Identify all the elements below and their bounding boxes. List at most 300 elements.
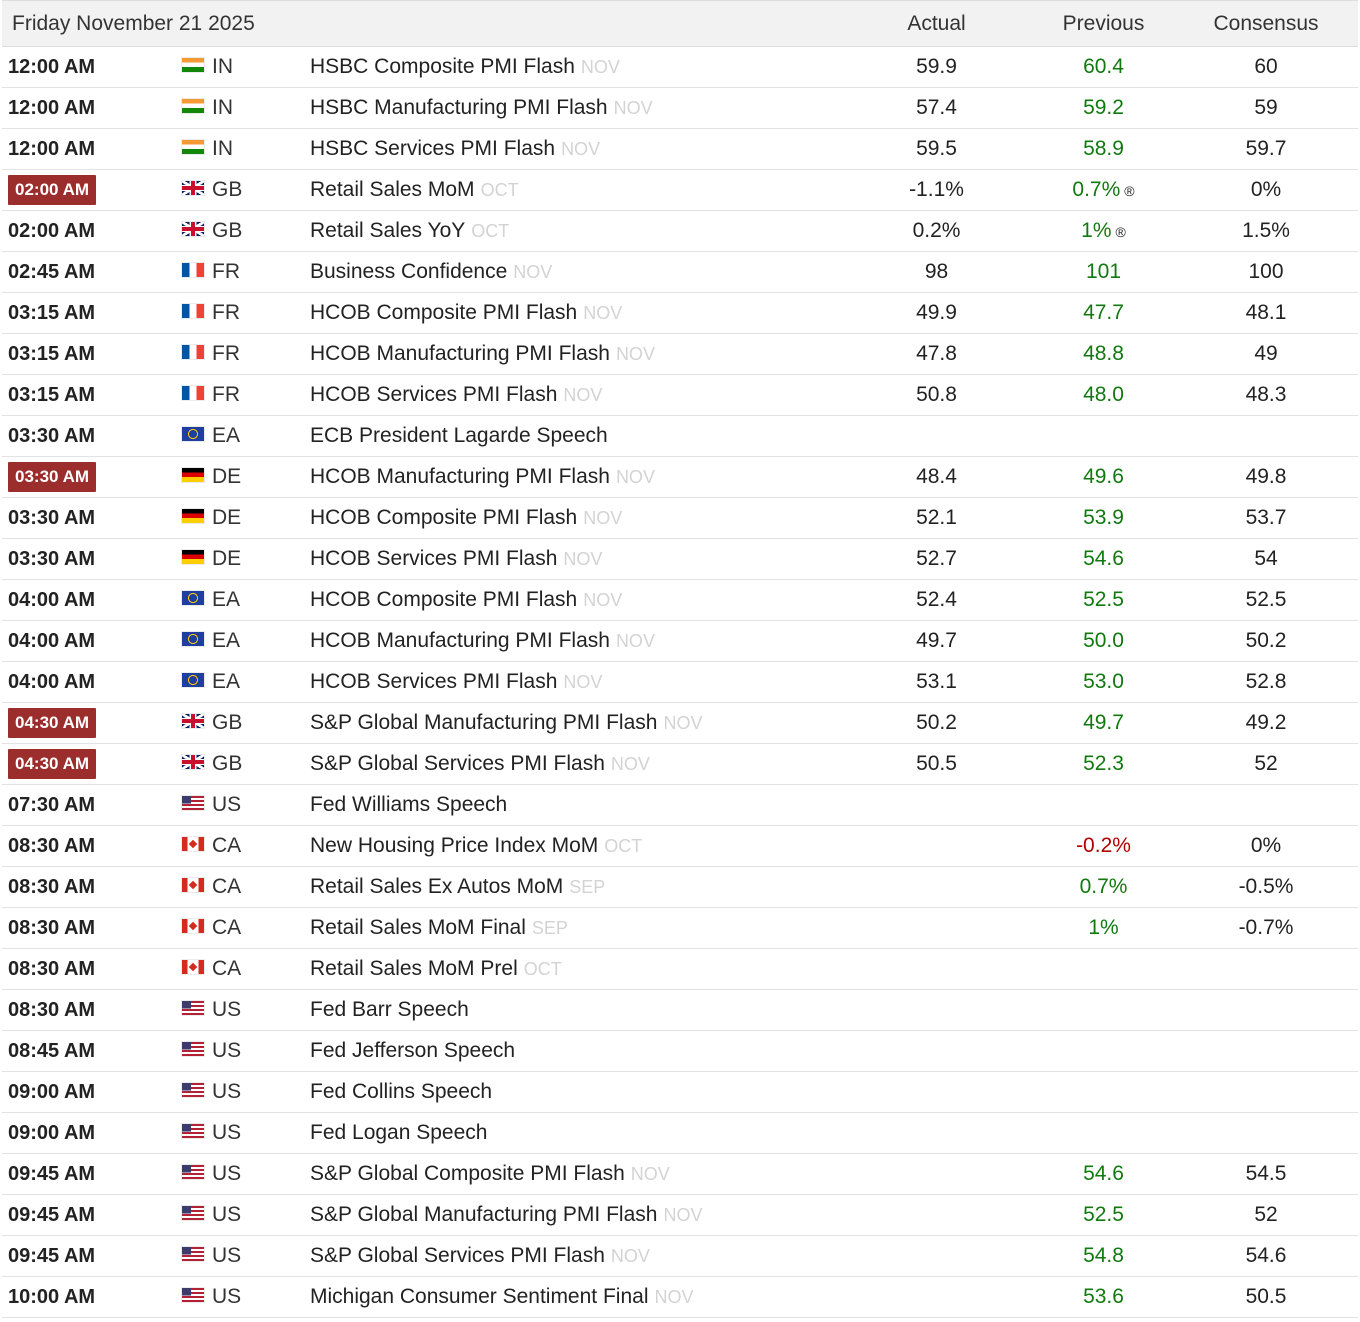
event-name-cell <box>310 703 840 744</box>
consensus-value: 50.2 <box>1245 629 1287 652</box>
event-country <box>182 826 310 867</box>
previous-value-text: 53.9 <box>1083 506 1124 529</box>
country-code: US <box>212 1080 242 1103</box>
previous-value-text: 0.7% <box>1079 875 1128 898</box>
event-country <box>182 539 310 580</box>
event-time <box>2 1236 182 1277</box>
event-country <box>182 88 310 129</box>
event-time-label: 03:15 AM <box>8 301 96 324</box>
event-time-label: 08:45 AM <box>8 1039 96 1062</box>
event-name-cell <box>310 1236 840 1277</box>
country-code: DE <box>212 465 242 488</box>
table-row[interactable] <box>2 252 1358 293</box>
in-flag-icon <box>182 140 204 154</box>
event-country <box>182 744 310 785</box>
event-name-cell <box>310 293 840 334</box>
table-row[interactable] <box>2 1113 1358 1154</box>
actual-value <box>840 1113 1033 1154</box>
event-time-label: 03:15 AM <box>8 342 96 365</box>
reference-period: NOV <box>663 713 703 733</box>
event-time <box>2 662 182 703</box>
event-country <box>182 785 310 826</box>
event-time <box>2 1277 182 1318</box>
event-time-label: 08:30 AM <box>8 916 96 939</box>
event-name-link[interactable]: HCOB Composite PMI Flash <box>310 506 578 529</box>
event-name-link[interactable]: Michigan Consumer Sentiment Final <box>310 1285 649 1308</box>
event-country <box>182 580 310 621</box>
event-name-link[interactable]: S&P Global Manufacturing PMI Flash <box>310 711 658 734</box>
ca-flag-icon <box>182 878 204 892</box>
event-name-link[interactable]: HSBC Composite PMI Flash <box>310 55 575 78</box>
previous-value <box>1033 498 1174 539</box>
event-time-label: 12:00 AM <box>8 55 96 78</box>
us-flag-icon <box>182 1001 204 1015</box>
event-name-link[interactable]: Retail Sales YoY <box>310 219 466 242</box>
event-time-label: 08:30 AM <box>8 957 96 980</box>
country-code: CA <box>212 916 242 939</box>
event-time <box>2 949 182 990</box>
event-country <box>182 1031 310 1072</box>
event-time <box>2 252 182 293</box>
reference-period: NOV <box>610 1246 650 1266</box>
gb-flag-icon <box>182 755 204 769</box>
country-code: GB <box>212 711 243 734</box>
event-time <box>2 416 182 457</box>
table-row[interactable] <box>2 621 1358 662</box>
previous-value-text: 47.7 <box>1083 301 1124 324</box>
table-row[interactable] <box>2 1236 1358 1277</box>
table-row[interactable] <box>2 498 1358 539</box>
event-time <box>2 621 182 662</box>
event-time <box>2 47 182 88</box>
event-time-label: 04:00 AM <box>8 588 96 611</box>
previous-value-text: 53.0 <box>1083 670 1124 693</box>
event-name-cell <box>310 949 840 990</box>
table-row[interactable] <box>2 375 1358 416</box>
event-time <box>2 867 182 908</box>
table-row[interactable] <box>2 908 1358 949</box>
country-code: US <box>212 793 242 816</box>
table-row[interactable] <box>2 539 1358 580</box>
consensus-value: 53.7 <box>1245 506 1287 529</box>
event-name-link[interactable]: HSBC Services PMI Flash <box>310 137 556 160</box>
event-time <box>2 293 182 334</box>
us-flag-icon <box>182 1124 204 1138</box>
consensus-value: 100 <box>1248 260 1284 283</box>
table-row[interactable] <box>2 703 1358 744</box>
table-row[interactable] <box>2 416 1358 457</box>
previous-value-text: 1% <box>1088 916 1119 939</box>
table-row[interactable] <box>2 129 1358 170</box>
consensus-value: 54.5 <box>1245 1162 1287 1185</box>
reference-period: NOV <box>563 549 603 569</box>
event-time <box>2 1195 182 1236</box>
table-row[interactable] <box>2 1031 1358 1072</box>
event-name-cell <box>310 1031 840 1072</box>
reference-period: NOV <box>583 303 623 323</box>
previous-value <box>1033 785 1174 826</box>
consensus-value: 52.5 <box>1245 588 1287 611</box>
gb-flag-icon <box>182 714 204 728</box>
event-country <box>182 211 310 252</box>
table-row[interactable] <box>2 1154 1358 1195</box>
event-country <box>182 334 310 375</box>
event-time <box>2 457 182 498</box>
in-flag-icon <box>182 58 204 72</box>
actual-value: 47.8 <box>916 342 957 365</box>
actual-value: 59.9 <box>916 55 957 78</box>
previous-value <box>1033 1236 1174 1277</box>
event-name-link[interactable]: S&P Global Services PMI Flash <box>310 1244 605 1267</box>
event-country <box>182 1113 310 1154</box>
event-name-link[interactable]: HCOB Services PMI Flash <box>310 547 558 570</box>
event-time-label: 03:30 AM <box>8 547 96 570</box>
actual-value: 50.8 <box>916 383 957 406</box>
event-country <box>182 129 310 170</box>
reference-period: NOV <box>580 57 620 77</box>
consensus-value: 59.7 <box>1245 137 1287 160</box>
event-time-label: 03:15 AM <box>8 383 96 406</box>
consensus-value <box>1174 785 1358 826</box>
event-name-link[interactable]: S&P Global Composite PMI Flash <box>310 1162 625 1185</box>
consensus-value: 49.2 <box>1245 711 1287 734</box>
country-code: US <box>212 1121 242 1144</box>
previous-value <box>1033 949 1174 990</box>
country-code: US <box>212 1162 242 1185</box>
table-row[interactable] <box>2 293 1358 334</box>
event-name-link[interactable]: S&P Global Services PMI Flash <box>310 752 605 775</box>
previous-value-text: 54.6 <box>1083 547 1124 570</box>
event-time-label: 10:00 AM <box>8 1285 96 1308</box>
actual-value: 48.4 <box>916 465 957 488</box>
event-time <box>2 170 182 211</box>
event-time <box>2 334 182 375</box>
country-code: EA <box>212 424 241 447</box>
event-time-label: 08:30 AM <box>8 834 96 857</box>
country-code: EA <box>212 629 241 652</box>
reference-period: NOV <box>563 385 603 405</box>
previous-value <box>1033 621 1174 662</box>
table-row[interactable] <box>2 580 1358 621</box>
table-row[interactable] <box>2 1277 1358 1318</box>
event-time-label: 04:00 AM <box>8 670 96 693</box>
previous-value <box>1033 416 1174 457</box>
previous-value <box>1033 1195 1174 1236</box>
event-name-cell <box>310 211 840 252</box>
event-name-cell <box>310 88 840 129</box>
previous-value <box>1033 252 1174 293</box>
event-time <box>2 908 182 949</box>
event-name-cell <box>310 744 840 785</box>
previous-value <box>1033 539 1174 580</box>
reference-period: NOV <box>630 1164 670 1184</box>
actual-value <box>840 1195 1033 1236</box>
event-time <box>2 1154 182 1195</box>
in-flag-icon <box>182 99 204 113</box>
event-time-label: 03:30 AM <box>8 462 96 492</box>
table-row[interactable] <box>2 949 1358 990</box>
actual-value: 52.7 <box>916 547 957 570</box>
consensus-value: 48.3 <box>1245 383 1287 406</box>
actual-value: 49.7 <box>916 629 957 652</box>
calendar-date-heading: Friday November 21 2025 <box>2 1 840 47</box>
table-row[interactable] <box>2 457 1358 498</box>
event-time <box>2 785 182 826</box>
table-row[interactable] <box>2 211 1358 252</box>
event-name-cell <box>310 375 840 416</box>
actual-value <box>840 867 1033 908</box>
consensus-value: 49.8 <box>1245 465 1287 488</box>
country-code: CA <box>212 875 242 898</box>
reference-period: OCT <box>604 836 643 856</box>
de-flag-icon <box>182 550 204 564</box>
consensus-column-header[interactable]: Consensus <box>1174 1 1358 47</box>
previous-column-header[interactable]: Previous <box>1033 1 1174 47</box>
event-name-link[interactable]: Fed Barr Speech <box>310 998 469 1021</box>
event-time-label: 02:00 AM <box>8 175 96 205</box>
event-name-link[interactable]: Fed Logan Speech <box>310 1121 488 1144</box>
ea-flag-icon <box>182 591 204 605</box>
event-name-link[interactable]: HCOB Services PMI Flash <box>310 670 558 693</box>
reference-period: NOV <box>583 590 623 610</box>
event-name-link[interactable]: HCOB Services PMI Flash <box>310 383 558 406</box>
reference-period: NOV <box>663 1205 703 1225</box>
event-country <box>182 1236 310 1277</box>
previous-value-text: -0.2% <box>1076 834 1131 857</box>
event-name-cell <box>310 170 840 211</box>
actual-value: 59.5 <box>916 137 957 160</box>
actual-value <box>840 826 1033 867</box>
consensus-value: 1.5% <box>1242 219 1290 242</box>
table-row[interactable] <box>2 785 1358 826</box>
us-flag-icon <box>182 1083 204 1097</box>
event-time <box>2 375 182 416</box>
table-row[interactable] <box>2 88 1358 129</box>
previous-value-text: 48.8 <box>1083 342 1124 365</box>
event-name-cell <box>310 498 840 539</box>
country-code: IN <box>212 96 233 119</box>
actual-value: 49.9 <box>916 301 957 324</box>
ca-flag-icon <box>182 919 204 933</box>
event-name-cell <box>310 334 840 375</box>
reference-period: NOV <box>583 508 623 528</box>
consensus-value: 0% <box>1250 834 1282 857</box>
country-code: US <box>212 1039 242 1062</box>
event-country <box>182 47 310 88</box>
previous-value <box>1033 1031 1174 1072</box>
previous-value <box>1033 457 1174 498</box>
country-code: FR <box>212 260 240 283</box>
event-country <box>182 416 310 457</box>
event-name-link[interactable]: Fed Collins Speech <box>310 1080 493 1103</box>
event-time <box>2 88 182 129</box>
ca-flag-icon <box>182 960 204 974</box>
table-row[interactable] <box>2 47 1358 88</box>
event-time-label: 04:30 AM <box>8 749 96 779</box>
table-row[interactable] <box>2 662 1358 703</box>
previous-value <box>1033 908 1174 949</box>
event-time-label: 02:00 AM <box>8 219 96 242</box>
event-country <box>182 949 310 990</box>
reference-period: SEP <box>569 877 606 897</box>
table-row[interactable] <box>2 1195 1358 1236</box>
reference-period: NOV <box>561 139 601 159</box>
event-time-label: 09:00 AM <box>8 1080 96 1103</box>
country-code: EA <box>212 588 241 611</box>
country-code: EA <box>212 670 241 693</box>
event-country <box>182 662 310 703</box>
event-name-cell <box>310 580 840 621</box>
de-flag-icon <box>182 468 204 482</box>
country-code: US <box>212 1244 242 1267</box>
reference-period: NOV <box>513 262 553 282</box>
gb-flag-icon <box>182 222 204 236</box>
table-row[interactable] <box>2 170 1358 211</box>
reference-period: SEP <box>531 918 568 938</box>
consensus-value: 49 <box>1254 342 1278 365</box>
actual-value <box>840 908 1033 949</box>
event-time-label: 04:00 AM <box>8 629 96 652</box>
event-time <box>2 580 182 621</box>
de-flag-icon <box>182 509 204 523</box>
previous-value <box>1033 88 1174 129</box>
event-name-cell <box>310 1154 840 1195</box>
actual-value: 52.4 <box>916 588 957 611</box>
table-row[interactable] <box>2 1072 1358 1113</box>
event-name-cell <box>310 539 840 580</box>
fr-flag-icon <box>182 263 204 277</box>
consensus-value <box>1174 1031 1358 1072</box>
event-name-link[interactable]: HCOB Manufacturing PMI Flash <box>310 629 610 652</box>
previous-value-text: 54.8 <box>1083 1244 1124 1267</box>
previous-value <box>1033 826 1174 867</box>
event-name-link[interactable]: Fed Jefferson Speech <box>310 1039 516 1062</box>
previous-value-text: 58.9 <box>1083 137 1124 160</box>
event-country <box>182 498 310 539</box>
consensus-value: 52 <box>1254 752 1278 775</box>
previous-value <box>1033 703 1174 744</box>
event-name-cell <box>310 1072 840 1113</box>
event-name-link[interactable]: HCOB Composite PMI Flash <box>310 301 578 324</box>
event-name-link[interactable]: Business Confidence <box>310 260 508 283</box>
event-time-label: 08:30 AM <box>8 875 96 898</box>
event-time <box>2 1113 182 1154</box>
country-code: DE <box>212 506 242 529</box>
event-name-cell <box>310 867 840 908</box>
event-country <box>182 703 310 744</box>
event-time-label: 03:30 AM <box>8 424 96 447</box>
previous-value <box>1033 334 1174 375</box>
consensus-value: 60 <box>1254 55 1278 78</box>
table-row[interactable] <box>2 826 1358 867</box>
event-time <box>2 826 182 867</box>
previous-value-text: 52.5 <box>1083 588 1124 611</box>
revised-icon: ® <box>1115 224 1126 240</box>
actual-value <box>840 785 1033 826</box>
event-country <box>182 867 310 908</box>
reference-period: NOV <box>563 672 603 692</box>
event-name-cell <box>310 908 840 949</box>
event-name-cell <box>310 990 840 1031</box>
actual-column-header[interactable]: Actual <box>840 1 1033 47</box>
previous-value <box>1033 1277 1174 1318</box>
actual-value: 57.4 <box>916 96 957 119</box>
event-time <box>2 539 182 580</box>
actual-value <box>840 1072 1033 1113</box>
us-flag-icon <box>182 1206 204 1220</box>
actual-value: 0.2% <box>912 219 961 242</box>
event-name-link[interactable]: Fed Williams Speech <box>310 793 508 816</box>
event-time-label: 09:45 AM <box>8 1244 96 1267</box>
ea-flag-icon <box>182 673 204 687</box>
table-row[interactable] <box>2 744 1358 785</box>
previous-value <box>1033 744 1174 785</box>
country-code: US <box>212 1285 242 1308</box>
economic-calendar-table <box>2 0 1358 1318</box>
event-name-cell <box>310 785 840 826</box>
previous-value <box>1033 1154 1174 1195</box>
country-code: US <box>212 1203 242 1226</box>
event-name-link[interactable]: Retail Sales MoM <box>310 178 475 201</box>
consensus-value <box>1174 416 1358 457</box>
event-name-cell <box>310 1113 840 1154</box>
event-time <box>2 211 182 252</box>
actual-value <box>840 416 1033 457</box>
event-name-link[interactable]: HCOB Manufacturing PMI Flash <box>310 465 610 488</box>
table-row[interactable] <box>2 990 1358 1031</box>
calendar-header-row <box>2 1 1358 47</box>
event-time-label: 08:30 AM <box>8 998 96 1021</box>
previous-value-text: 54.6 <box>1083 1162 1124 1185</box>
previous-value <box>1033 293 1174 334</box>
reference-period: NOV <box>615 467 655 487</box>
event-name-link[interactable]: Retail Sales MoM Final <box>310 916 526 939</box>
reference-period: OCT <box>471 221 510 241</box>
previous-value-text: 101 <box>1085 260 1122 283</box>
event-name-link[interactable]: ECB President Lagarde Speech <box>310 424 608 447</box>
reference-period: OCT <box>523 959 562 979</box>
actual-value <box>840 1277 1033 1318</box>
event-name-cell <box>310 826 840 867</box>
consensus-value: 52 <box>1254 1203 1278 1226</box>
event-name-link[interactable]: HCOB Composite PMI Flash <box>310 588 578 611</box>
event-country <box>182 621 310 662</box>
country-code: FR <box>212 301 240 324</box>
event-name-link[interactable]: S&P Global Manufacturing PMI Flash <box>310 1203 658 1226</box>
event-name-link[interactable]: Retail Sales Ex Autos MoM <box>310 875 564 898</box>
us-flag-icon <box>182 1042 204 1056</box>
revised-icon: ® <box>1124 183 1135 199</box>
table-row[interactable] <box>2 334 1358 375</box>
event-country <box>182 375 310 416</box>
event-time <box>2 990 182 1031</box>
actual-value: 98 <box>924 260 949 283</box>
fr-flag-icon <box>182 304 204 318</box>
event-name-cell <box>310 1277 840 1318</box>
reference-period: NOV <box>654 1287 694 1307</box>
event-country <box>182 1277 310 1318</box>
event-name-link[interactable]: Retail Sales MoM Prel <box>310 957 518 980</box>
table-row[interactable] <box>2 867 1358 908</box>
event-name-link[interactable]: HSBC Manufacturing PMI Flash <box>310 96 608 119</box>
consensus-value: -0.7% <box>1238 916 1294 939</box>
event-name-cell <box>310 662 840 703</box>
event-name-cell <box>310 1195 840 1236</box>
country-code: IN <box>212 55 233 78</box>
event-name-link[interactable]: HCOB Manufacturing PMI Flash <box>310 342 610 365</box>
event-name-link[interactable]: New Housing Price Index MoM <box>310 834 599 857</box>
event-name-cell <box>310 47 840 88</box>
